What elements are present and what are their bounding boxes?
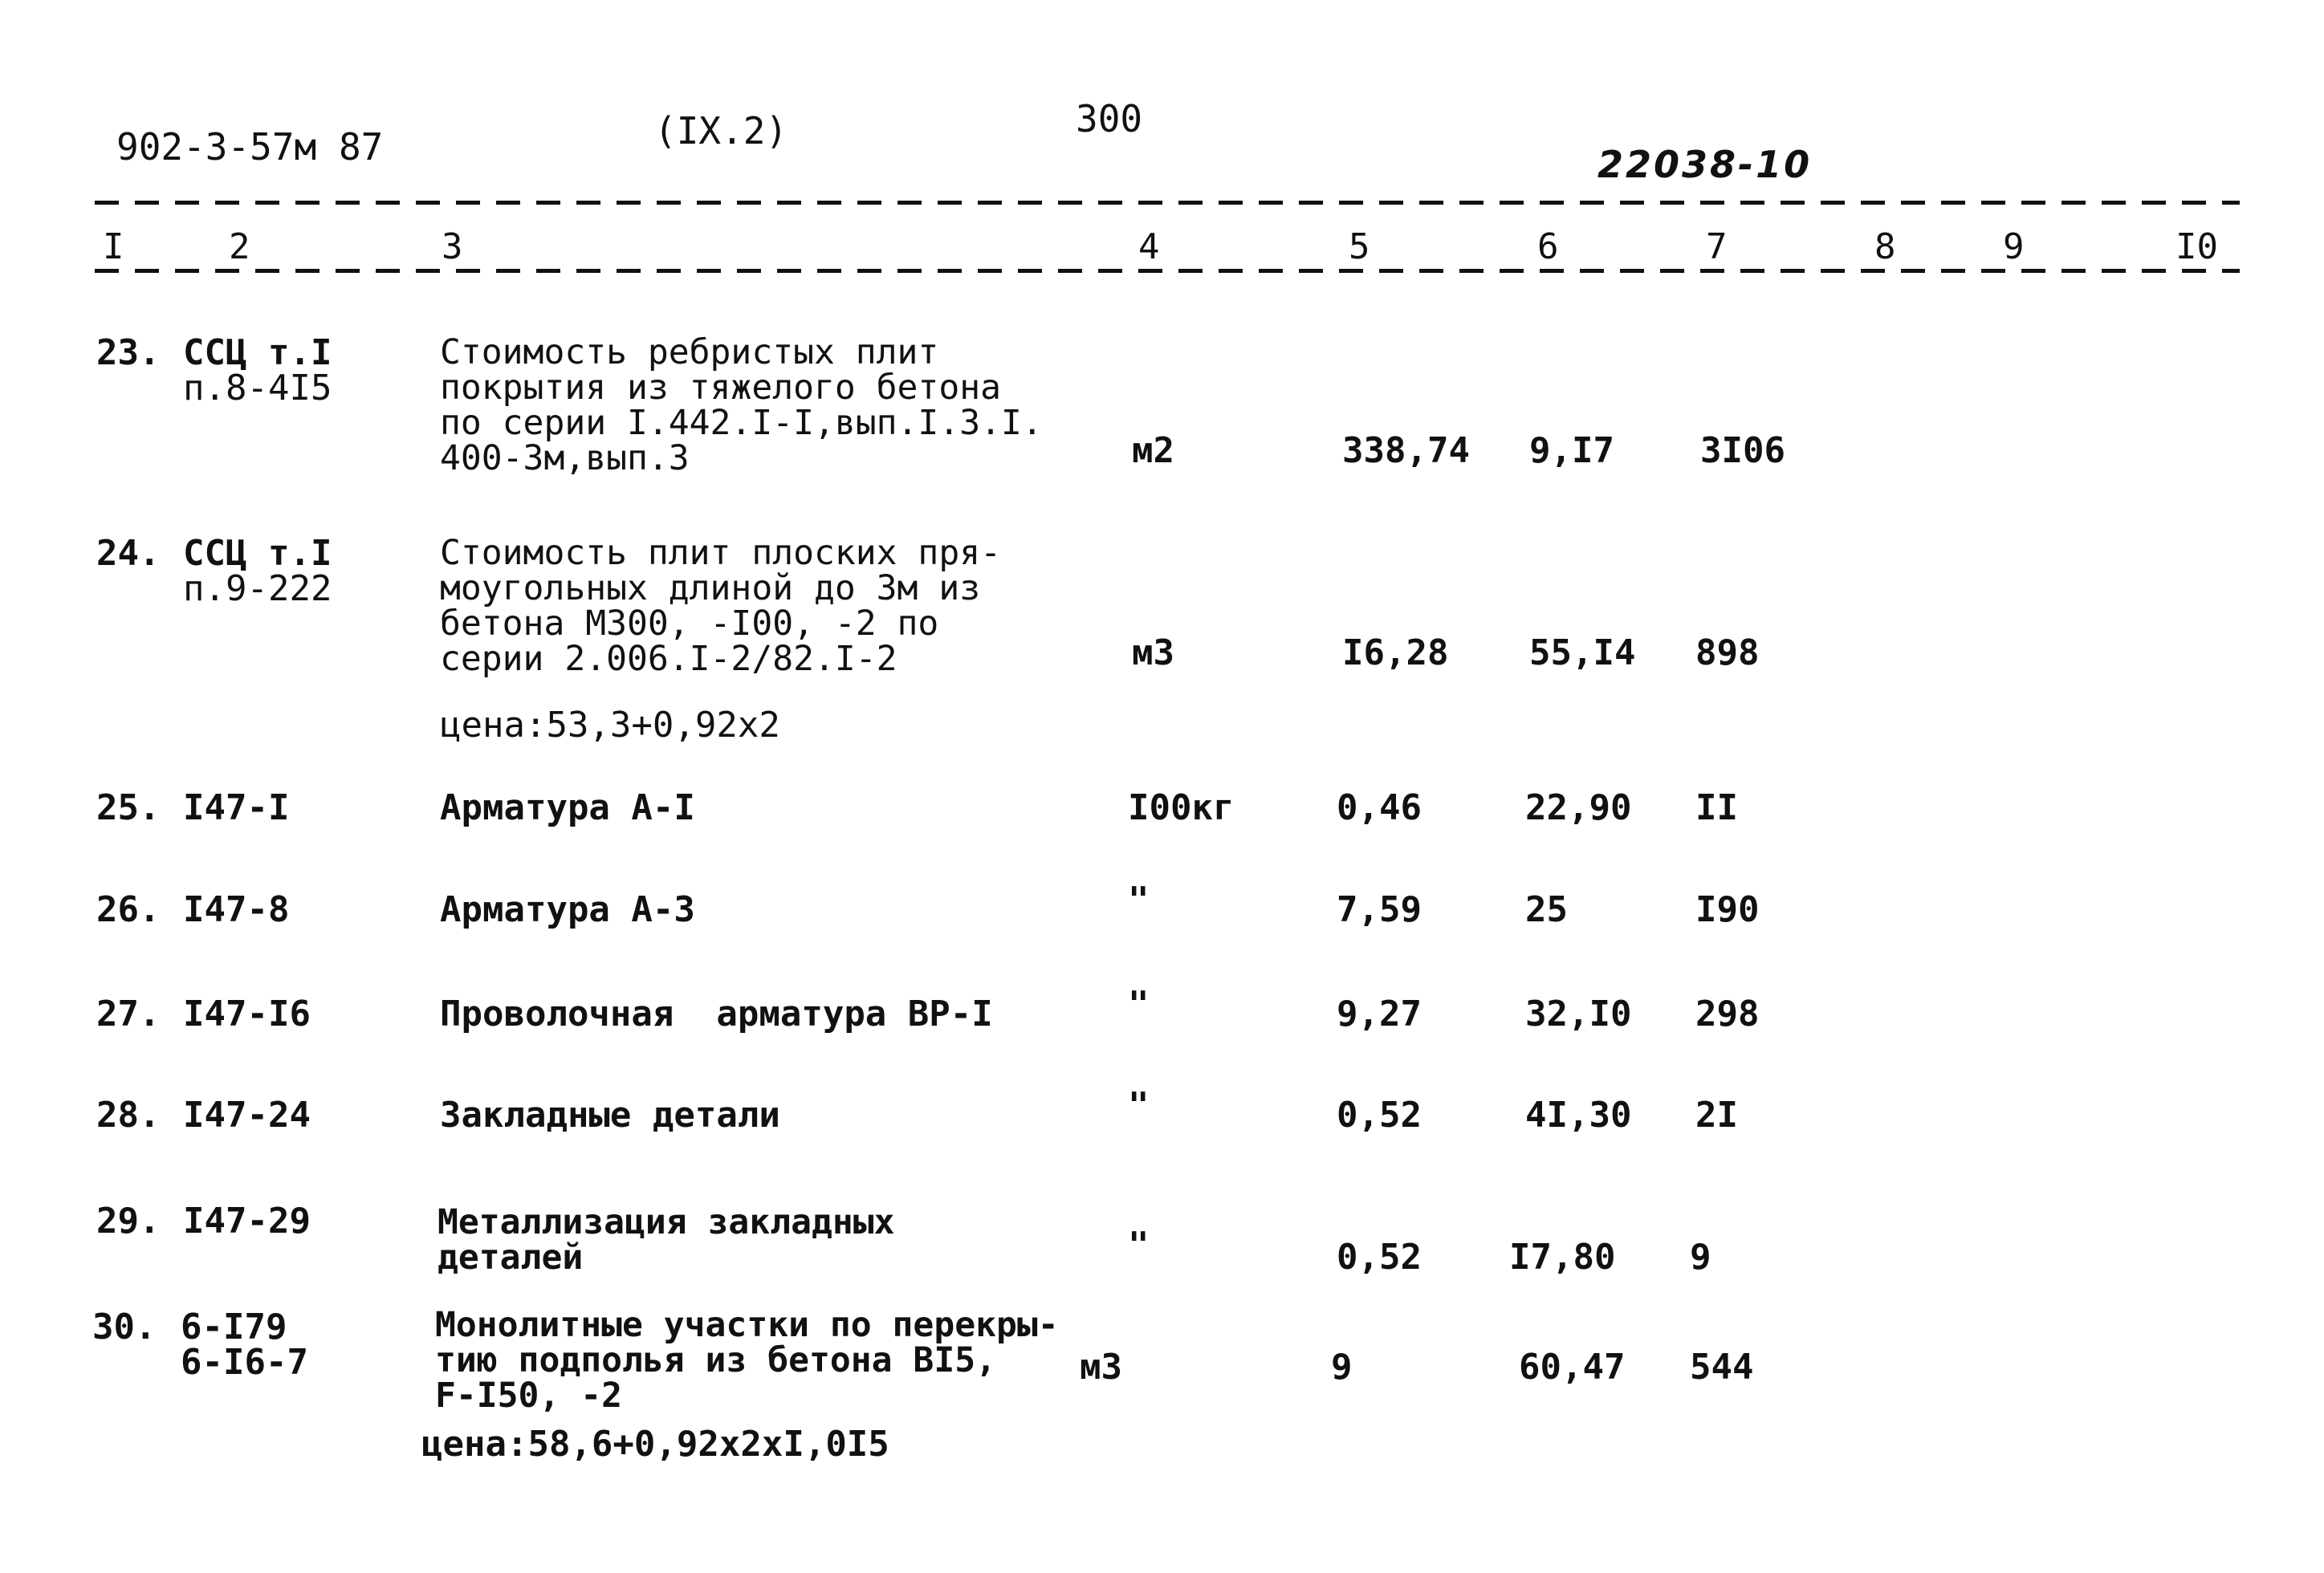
row-description: F-I50, -2 (435, 1376, 622, 1416)
row-description: Арматура А-I (440, 787, 695, 828)
page-number: 300 (1076, 97, 1143, 140)
column-number: 5 (1349, 226, 1370, 267)
row-number: 29. (96, 1201, 161, 1242)
column-number: 7 (1706, 226, 1728, 267)
column-number: 9 (2003, 226, 2025, 267)
row-number: 23. (96, 332, 161, 373)
header-rule-bottom (95, 269, 2240, 273)
row-price: 9,I7 (1529, 430, 1614, 471)
row-total: 298 (1695, 994, 1760, 1034)
column-number: 6 (1537, 226, 1559, 267)
row-price: 25 (1525, 889, 1568, 930)
row-total: 3I06 (1700, 430, 1785, 471)
row-total: II (1695, 787, 1738, 828)
column-number: 3 (442, 226, 463, 267)
row-unit: м2 (1132, 430, 1174, 471)
row-price: I7,80 (1509, 1237, 1616, 1278)
row-code: I47-8 (183, 889, 290, 930)
column-number: 8 (1874, 226, 1896, 267)
row-description: по серии I.442.I-I,вып.I.3.I. (440, 403, 1043, 443)
row-description: серии 2.006.I-2/82.I-2 (440, 639, 897, 679)
row-total: 898 (1695, 632, 1760, 673)
column-number: I0 (2175, 226, 2218, 267)
row-description: Закладные детали (440, 1095, 780, 1136)
row-code: ССЦ т.I (183, 533, 332, 574)
row-unit: " (1128, 984, 1150, 1025)
row-number: 26. (96, 889, 161, 930)
row-total: 2I (1695, 1095, 1738, 1136)
row-note: цена:58,6+0,92x2xI,0I5 (421, 1424, 889, 1465)
row-description: тию подполья из бетона BI5, (435, 1340, 996, 1380)
row-description: Арматура А-3 (440, 889, 695, 930)
document-code: 902-3-57м 87 (116, 125, 384, 169)
row-description: Металлизация закладных (438, 1202, 895, 1242)
row-description: Проволочная арматура ВР-I (440, 994, 993, 1034)
archive-number: 22038-10 (1597, 143, 1813, 186)
row-total: 9 (1690, 1237, 1711, 1278)
row-total: 544 (1690, 1347, 1754, 1388)
row-code: п.8-4I5 (183, 368, 332, 408)
row-code: I47-24 (183, 1095, 311, 1136)
row-price: 4I,30 (1525, 1095, 1632, 1136)
row-number: 25. (96, 787, 161, 828)
row-unit: " (1128, 880, 1150, 921)
row-quantity: 7,59 (1337, 889, 1422, 930)
row-price: 60,47 (1519, 1347, 1626, 1388)
row-unit: м3 (1080, 1347, 1122, 1388)
row-code: 6-I79 (181, 1307, 287, 1347)
row-quantity: 0,52 (1337, 1095, 1422, 1136)
row-unit: м3 (1132, 632, 1174, 673)
row-quantity: 338,74 (1342, 430, 1470, 471)
row-description: 400-3м,вып.3 (440, 438, 690, 478)
row-code: п.9-222 (183, 568, 332, 609)
row-code: 6-I6-7 (181, 1342, 308, 1383)
row-quantity: 0,52 (1337, 1237, 1422, 1278)
row-code: I47-29 (183, 1201, 311, 1242)
row-note: цена:53,3+0,92x2 (440, 705, 780, 746)
row-code: ССЦ т.I (183, 332, 332, 373)
row-code: I47-I6 (183, 994, 311, 1034)
row-description: Монолитные участки по перекры- (435, 1305, 1059, 1345)
row-description: моугольных длиной до 3м из (440, 568, 981, 608)
row-number: 30. (92, 1307, 157, 1347)
row-total: I90 (1695, 889, 1760, 930)
row-number: 27. (96, 994, 161, 1034)
row-quantity: 9,27 (1337, 994, 1422, 1034)
row-price: 22,90 (1525, 787, 1632, 828)
row-description: Стоимость ребристых плит (440, 332, 939, 372)
row-quantity: 9 (1331, 1347, 1353, 1388)
row-code: I47-I (183, 787, 290, 828)
column-number: 4 (1138, 226, 1160, 267)
row-unit: " (1128, 1225, 1150, 1266)
row-description: покрытия из тяжелого бетона (440, 368, 1001, 408)
row-number: 28. (96, 1095, 161, 1136)
row-quantity: 0,46 (1337, 787, 1422, 828)
row-price: 32,I0 (1525, 994, 1632, 1034)
column-number: 2 (229, 226, 250, 267)
section-number: (IX.2) (654, 109, 788, 152)
row-unit: " (1128, 1085, 1150, 1126)
row-description: деталей (438, 1238, 584, 1278)
row-unit: I00кг (1128, 787, 1235, 828)
row-quantity: I6,28 (1342, 632, 1449, 673)
header-rule-top (95, 201, 2240, 205)
row-price: 55,I4 (1529, 632, 1636, 673)
row-number: 24. (96, 533, 161, 574)
row-description: Стоимость плит плоских пря- (440, 533, 1001, 573)
column-number: I (103, 226, 124, 267)
row-description: бетона М300, -I00, -2 по (440, 604, 939, 644)
